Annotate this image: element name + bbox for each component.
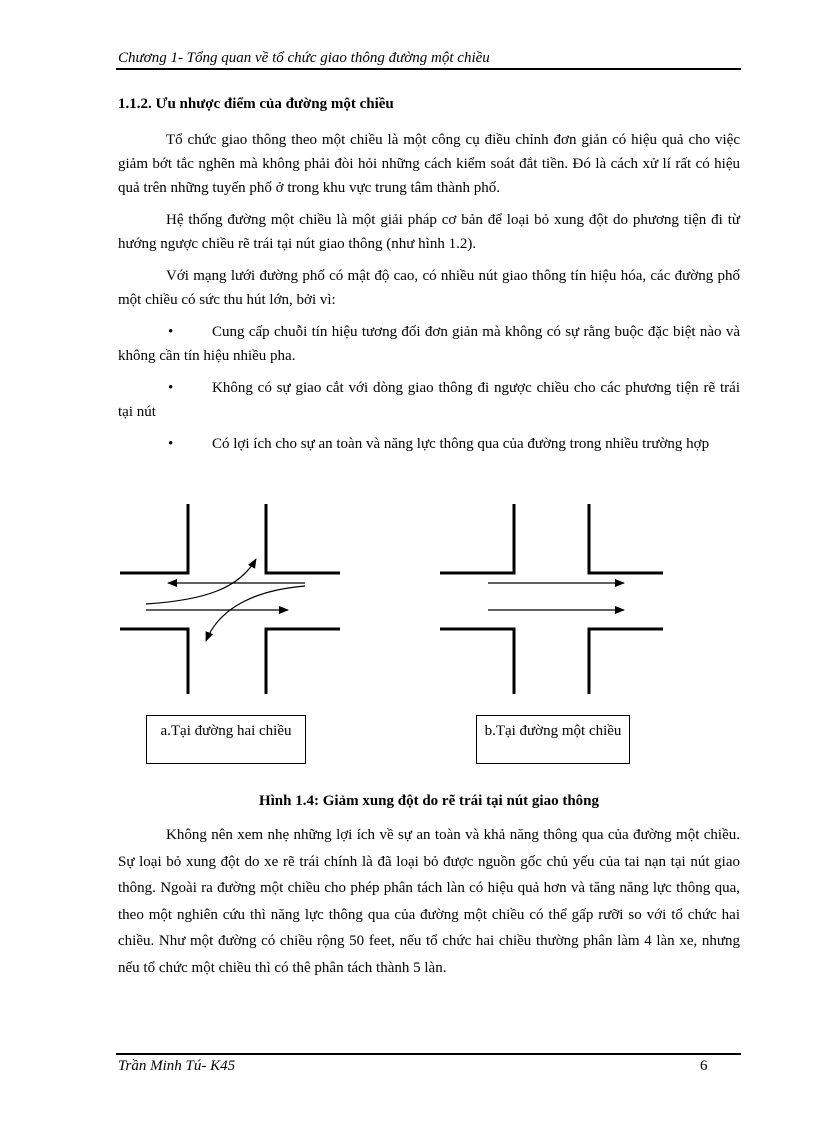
curb-bottom-right [266,629,340,694]
paragraph-2: Hệ thống đường một chiều là một giải pháp cơ bản để loại bỏ xung đột do phương tiện đi từ hướng ngược chiều rẽ trái tại nút giao thông (như hình 1.2). [118,212,740,252]
curb-bottom-left [440,629,514,694]
bullet-text: Có lợi ích cho sự an toàn và năng lực thông qua của đường trong nhiều trường hợp [212,436,710,452]
curb-top-right [266,504,340,573]
header-rule [116,68,741,70]
section-heading: 1.1.2. Ưu nhược điểm của đường một chiều [118,96,394,112]
label-two-way: a.Tại đường hai chiều [146,715,306,764]
bullet-symbol: • [168,324,174,340]
bullet-item-1 [118,320,740,368]
curb-top-right [589,504,663,573]
bullet-text: Cung cấp chuỗi tín hiệu tương đối đơn giản mà không có sự rằng buộc đặc biệt nào và không cần tín hiệu nhiều pha. [118,324,740,364]
running-header: Chương 1- Tổng quan về tổ chức giao thông đường một chiều [118,50,490,66]
label-one-way: b.Tại đường một chiều [476,715,630,764]
curb-top-left [120,504,188,573]
paragraph-3: Với mạng lưới đường phố có mật độ cao, có nhiều nút giao thông tín hiệu hóa, các đường phố một chiều có sức thu hút lớn, bởi vì: [118,268,740,308]
arrow-left-turn-westbound [206,586,305,641]
arrow-left-turn-eastbound [146,559,256,604]
curb-top-left [440,504,514,573]
footer-author: Trần Minh Tú- K45 [118,1058,236,1074]
page-number: 6 [700,1058,708,1074]
diagram-two-way [120,504,340,694]
bullet-symbol: • [168,380,174,396]
footer-rule [116,1053,741,1055]
section-body [118,94,740,464]
intersection-figure [118,494,740,774]
closing-paragraph: Không nên xem nhẹ những lợi ích về sự an toàn và khả năng thông qua của đường một chiều. Sự loại bỏ xung đột do xe rẽ trái chính là đã loại bỏ được nguồn gốc chủ yếu của tai nạn tại nút giao thông. Ngoài ra đường một chiều cho phép phân tách làn có hiệu quả hơn và tăng năng lực thông qua, theo một nghiên cứu thì năng lực thông qua của đường một chiều có thể gấp rưỡi so với tổ chức hai chiều. Như một đường có chiều rộng 50 feet, nếu tổ chức hai chiều thường phân làm 4 làn xe, nhưng nếu tổ chức một chiều thì có thê phân tách thành 5 làn. [118,827,740,976]
curb-bottom-right [589,629,663,694]
bullet-item-3 [118,432,740,456]
diagram-one-way [440,504,663,694]
paragraph-1: Tổ chức giao thông theo một chiều là một công cụ điều chỉnh đơn giản có hiệu quả cho việc giảm bớt tắc nghẽn mà không phải đòi hỏi những cách kiểm soát đắt tiền. Đó là cách xử lí rất có hiệu quả trên những tuyến phố ở trong khu vực trung tâm thành phố. [118,132,740,196]
curb-bottom-left [120,629,188,694]
closing-section [118,822,740,981]
bullet-item-2 [118,376,740,424]
flows-one-way [488,583,624,610]
bullet-symbol: • [168,436,174,452]
bullet-text: Không có sự giao cắt với dòng giao thông đi ngược chiều cho các phương tiện rẽ trái tại nút [118,380,740,420]
figure-caption: Hình 1.4: Giảm xung đột do rẽ trái tại nút giao thông [258,793,600,809]
